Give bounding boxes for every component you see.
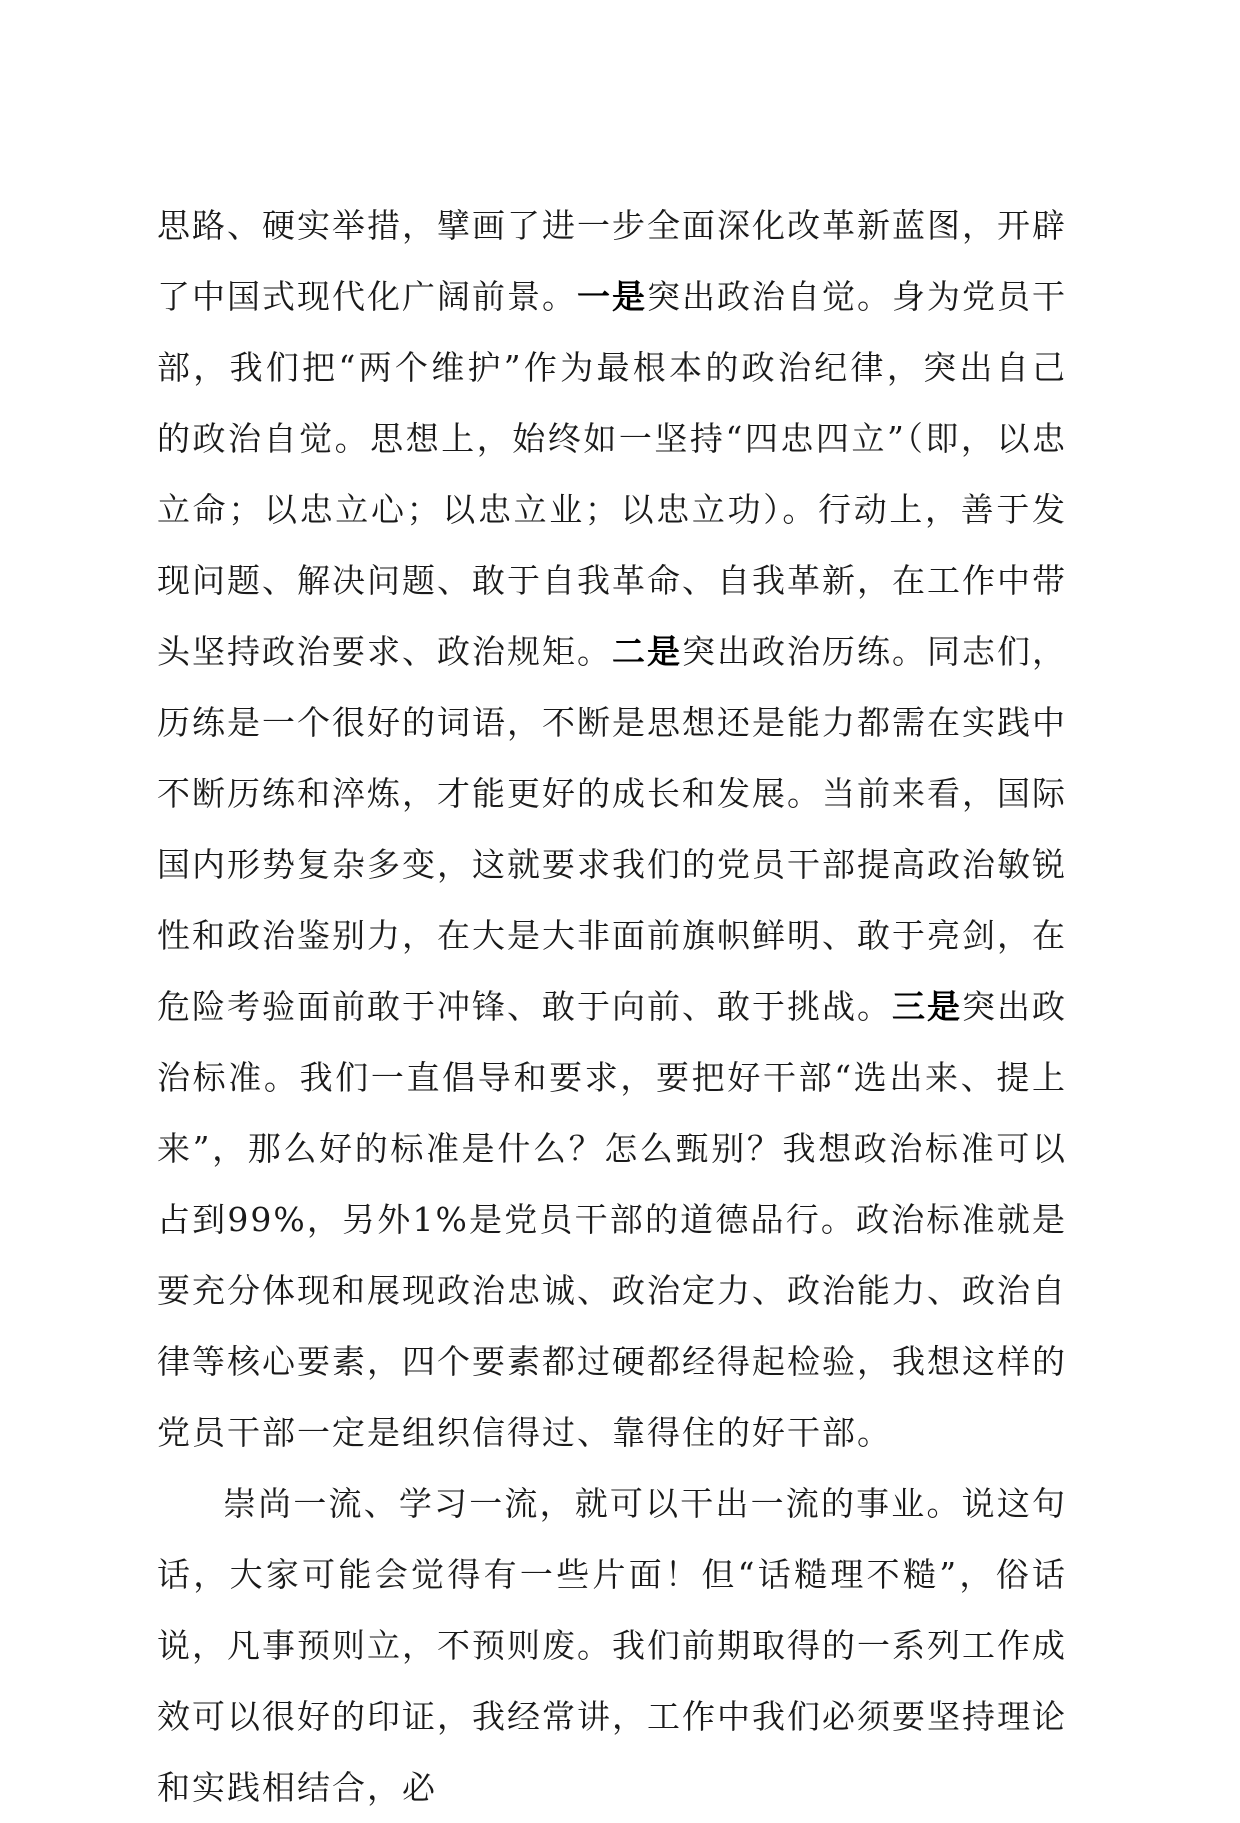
paragraph-text: 突出政治历练。同志们，历练是一个很好的词语，不断是思想还是能力都需在实践中不断历练和淬炼，才能更好的成长和发展。当前来看，国际国内形势复杂多变，这就要求我们的党员干部提高政治敏锐性和政治鉴别力，在大是大非面前旗帜鲜明、敢于亮剑，在危险考验面前敢于冲锋、敢于向前、敢于挑战。 (157, 632, 1067, 1026)
paragraph-text: 崇尚一流、学习一流，就可以干出一流的事业。说这句话，大家可能会觉得有一些片面！但“话糙理不糙”，俗话说，凡事预则立，不预则废。我们前期取得的一系列工作成效可以很好的印证，我经常讲，工作中我们必须要坚持理论和实践相结合，必 (157, 1484, 1067, 1807)
paragraph-text: 突出政治自觉。身为党员干部，我们把“两个维护”作为最根本的政治纪律，突出自己的政治自觉。思想上，始终如一坚持“四忠四立”（即，以忠立命；以忠立心；以忠立业；以忠立功）。行动上，善于发现问题、解决问题、敢于自我革命、自我革新，在工作中带头坚持政治要求、政治规矩。 (157, 277, 1067, 671)
bold-heading-three: 三是 (892, 987, 962, 1026)
paragraph-2 (157, 1468, 1067, 1823)
paragraph-text: 突出政治标准。我们一直倡导和要求，要把好干部“选出来、提上来”，那么好的标准是什么？怎么甄别？我想政治标准可以占到99%，另外1%是党员干部的道德品行。政治标准就是要充分体现和展现政治忠诚、政治定力、政治能力、政治自律等核心要素，四个要素都过硬都经得起检验，我想这样的党员干部一定是组织信得过、靠得住的好干部。 (157, 987, 1067, 1452)
paragraph-1 (157, 190, 1067, 1468)
bold-heading-one: 一是 (577, 277, 647, 316)
paragraph-text: 思路、硬实举措，擘画了进一步全面深化改革新蓝图，开辟了中国式现代化广阔前景。 (157, 206, 1067, 316)
bold-heading-two: 二是 (612, 632, 682, 671)
document-body (157, 190, 1067, 1823)
